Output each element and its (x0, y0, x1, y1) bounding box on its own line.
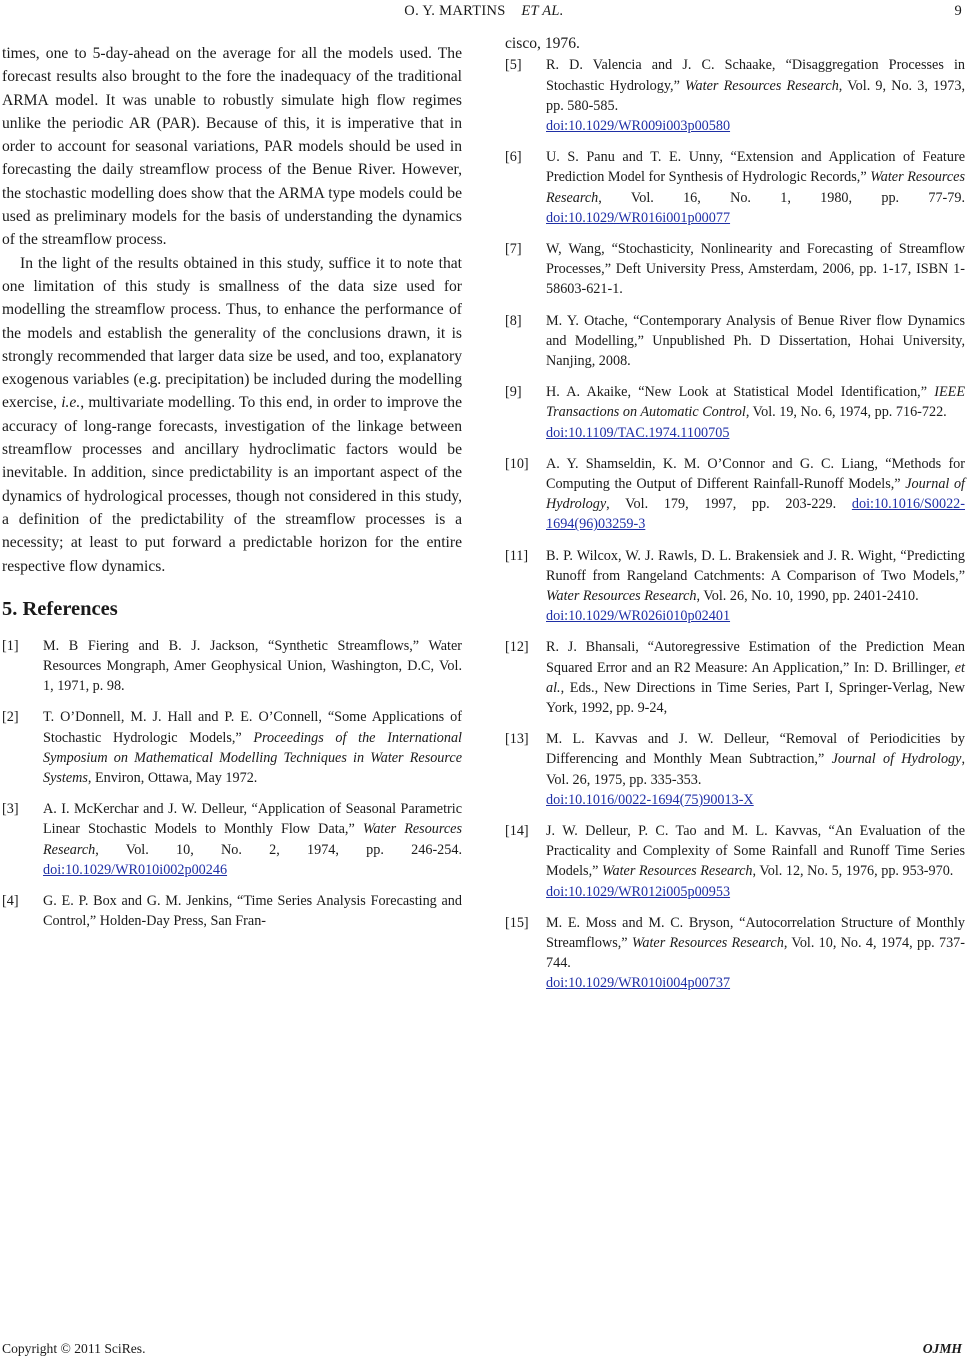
reference-item (505, 637, 965, 718)
running-et-al: ET AL. (521, 3, 564, 19)
reference-details: , Vol. 16, No. 1, 1980, pp. 77-79. (598, 189, 965, 206)
reference-venue: Proceedings of the International Symposium on Mathematical Modelling Techniques in Water Resource Systems (43, 729, 462, 787)
doi-link[interactable]: doi:10.1029/WR010i002p00246 (43, 861, 228, 878)
reference-number: [2] (2, 709, 19, 726)
reference-item (505, 311, 965, 372)
reference-venue: et al. (546, 659, 965, 696)
running-title (0, 3, 968, 20)
doi-link[interactable]: doi:10.1016/S0022-1694(96)03259-3 (546, 496, 965, 533)
doi-link[interactable]: doi:10.1029/WR012i005p00953 (546, 883, 731, 900)
reference-details: , Vol. 10, No. 2, 1974, pp. 246-254. (95, 841, 462, 858)
reference-authors: M. L. Kavvas and J. W. Delleur, “Removal of Periodicities by Differencing and Monthly Mean Subtraction,” (546, 731, 965, 768)
reference-item (2, 707, 462, 788)
reference-item (505, 239, 965, 300)
reference-venue: Water Resources Research (601, 863, 753, 880)
reference-authors: U. S. Panu and T. E. Unny, “Extension and Application of Feature Prediction Model for Synthesis of Hydrologic Records,” (546, 149, 965, 186)
reference-number: [14] (505, 823, 529, 839)
reference-item (505, 147, 965, 228)
reference-text (43, 799, 462, 880)
page-header (0, 0, 968, 24)
doi-link[interactable]: doi:10.1029/WR009i003p00580 (546, 117, 731, 134)
reference-item (505, 382, 965, 443)
reference-details: , Vol. 26, 1975, pp. 335-353. (546, 751, 965, 788)
paragraph-conclusion-1: times, one to 5-day-ahead on the average for all the models used. The forecast results also brought to the fore the inadequacy of the traditional ARMA model. It was unable to robustly simulate high flow regimes unlike the periodic AR (PAR). Because of this, it is imperative that in order to account for seasonal variations, PAR models should be used in forecasting the daily streamflow process of the Benue River. However, the stochastic modelling does show that the ARMA type models could be used as preliminary models for the basis of understanding the dynamics of the streamflow process. (2, 45, 462, 249)
reference-authors: R. D. Valencia and J. C. Schaake, “Disaggregation Processes in Stochastic Hydrology,” (546, 57, 965, 94)
reference-authors: J. W. Delleur, P. C. Tao and M. L. Kavvas, “An Evaluation of the Practicality and Complexity of Some Rainfall and Runoff Time Series Models,” (546, 823, 965, 880)
reference-text (546, 147, 965, 228)
reference-number: [11] (505, 547, 529, 564)
left-column (2, 42, 462, 942)
reference-item (505, 913, 965, 994)
reference-number: [6] (505, 149, 522, 166)
reference-venue: Water Resources Research (546, 587, 697, 604)
right-column (505, 32, 965, 1005)
reference-venue: Water Resources Research (43, 821, 462, 858)
reference-text (43, 636, 462, 697)
reference-text (43, 891, 462, 931)
reference-number: [1] (2, 637, 19, 654)
reference-authors: M. E. Moss and M. C. Bryson, “Autocorrelation Structure of Monthly Streamflows,” (546, 914, 965, 952)
reference-venue: IEEE Transactions on Automatic Control (546, 384, 965, 421)
reference-authors: A. I. McKerchar and J. W. Delleur, “Application of Seasonal Parametric Linear Stochastic Models to Monthly Flow Data,” (43, 801, 462, 838)
reference-text (546, 729, 965, 810)
reference-number: [9] (505, 384, 522, 401)
reference-item (505, 454, 965, 535)
section-title: 5. References (2, 597, 118, 620)
reference-continuation: cisco, 1976. (505, 35, 580, 52)
reference-details: , Eds., New Directions in Time Series, Part I, Springer-Verlag, New York, 1992, pp. 9-24, (546, 679, 965, 716)
doi-link[interactable]: doi:10.1016/0022-1694(75)90013-X (546, 791, 754, 808)
reference-details: , Vol. 9, No. 3, 1973, pp. 580-585. (546, 77, 965, 114)
reference-number: [3] (2, 801, 19, 818)
reference-authors: M. B Fiering and B. J. Jackson, “Synthetic Streamflows,” Water Resources Mongraph, Amer Geophysical Union, Washington, D.C, Vol. 1, 1971, p. 98. (43, 637, 462, 695)
reference-authors: B. P. Wilcox, W. J. Rawls, D. L. Brakensiek and J. R. Wight, “Predicting Runoff from Rangeland Catchments: A Comparison of Two Models,” (546, 547, 965, 584)
reference-venue: Water Resources Research (685, 77, 839, 94)
reference-number: [4] (2, 893, 19, 910)
reference-text (43, 707, 462, 788)
reference-item (505, 546, 965, 627)
reference-details: , Vol. 10, No. 4, 1974, pp. 737-744. (546, 935, 965, 972)
reference-item (505, 729, 965, 810)
reference-item (505, 821, 965, 902)
reference-text (546, 821, 965, 902)
reference-venue: Journal of Hydrology (546, 475, 966, 513)
reference-details: , Vol. 12, No. 5, 1976, pp. 953-970. (752, 863, 954, 880)
reference-number: [13] (505, 731, 529, 748)
reference-authors: W, Wang, “Stochasticity, Nonlinearity and Forecasting of Streamflow Processes,” Deft University Press, Amsterdam, 2006, pp. 1-17, ISBN 1-58603-621-1. (546, 240, 965, 298)
reference-item (2, 799, 462, 880)
reference-text (546, 239, 965, 300)
copyright-notice: Copyright © 2011 SciRes. (2, 1341, 146, 1356)
reference-text (546, 454, 965, 535)
reference-item (505, 55, 965, 136)
reference-text (546, 913, 965, 994)
reference-authors: M. Y. Otache, “Contemporary Analysis of Benue River flow Dynamics and Modelling,” Unpublished Ph. D Dissertation, Hohai University, Nanjing, 2008. (546, 312, 965, 369)
paragraph-text: In the light of the results obtained in this study, suffice it to note that one limitation of this study is smallness of the data size used for modelling the streamflow process. Thus, to enhance the performance of the models and establish the generality of the conclusions drawn, it is strongly recommended that larger data size be used, and too, explanatory exogenous variables (e.g. precipitation) be included during the modelling exercise, (2, 254, 462, 412)
reference-number: [15] (505, 914, 529, 931)
reference-text (546, 311, 965, 372)
reference-details: , Environ, Ottawa, May 1972. (87, 770, 258, 787)
reference-text (546, 55, 965, 136)
paragraph-italic: i.e. (61, 394, 81, 412)
page-number: 9 (954, 3, 962, 19)
reference-text (546, 637, 965, 718)
reference-item (2, 636, 462, 697)
reference-venue: Water Resources Research (631, 935, 784, 952)
reference-venue: Journal of Hydrology (831, 751, 962, 768)
doi-link[interactable]: doi:10.1029/WR026i010p02401 (546, 608, 731, 625)
paragraph-text: , multivariate modelling. To this end, in order to improve the accuracy of long-range forecasts, investigation of the linkage between streamflow processes and ancillary hydroclimatic factors would be inevitable. In addition, since predictability is an important aspect of the dynamics of hydrological processes, though not considered in this study, a definition of the predictability of the streamflow processes is a necessity; at least to put forward a predictable horizon for the entire respective flow dynamics. (2, 394, 462, 575)
reference-details: , Vol. 19, No. 6, 1974, pp. 716-722. (745, 404, 947, 421)
reference-details: , Vol. 179, 1997, pp. 203-229. (606, 496, 852, 513)
running-author: O. Y. MARTINS (404, 3, 506, 19)
paragraph-conclusion-2 (2, 252, 462, 578)
reference-text (546, 382, 965, 443)
journal-abbrev: OJMH (922, 1341, 962, 1356)
reference-venue: Water Resources Research (546, 169, 965, 206)
reference-authors: R. J. Bhansali, “Autoregressive Estimation of the Prediction Mean Squared Error and an R2 Measure: An Application,” In: D. Brillinger, (546, 639, 965, 676)
reference-details: , Vol. 26, No. 10, 1990, pp. 2401-2410. (696, 587, 919, 604)
reference-authors: H. A. Akaike, “New Look at Statistical Model Identification,” (546, 384, 935, 401)
doi-link[interactable]: doi:10.1029/WR010i004p00737 (546, 975, 731, 992)
reference-number: [5] (505, 57, 522, 74)
reference-number: [10] (505, 455, 529, 472)
reference-authors: G. E. P. Box and G. M. Jenkins, “Time Series Analysis Forecasting and Control,” Holden-Day Press, San Fran- (43, 893, 462, 930)
reference-authors: T. O’Donnell, M. J. Hall and P. E. O’Connell, “Some Applications of Stochastic Hydrologic Models,” (43, 709, 462, 746)
reference-number: [8] (505, 312, 522, 329)
reference-text (546, 546, 965, 627)
reference-number: [12] (505, 639, 529, 656)
reference-authors: A. Y. Shamseldin, K. M. O’Connor and G. C. Liang, “Methods for Computing the Output of Different Rainfall-Runoff Models,” (546, 455, 965, 492)
doi-link[interactable]: doi:10.1109/TAC.1974.1100705 (546, 424, 730, 441)
reference-number: [7] (505, 240, 522, 257)
doi-link[interactable]: doi:10.1029/WR016i001p00077 (546, 209, 731, 226)
reference-item (2, 891, 462, 931)
